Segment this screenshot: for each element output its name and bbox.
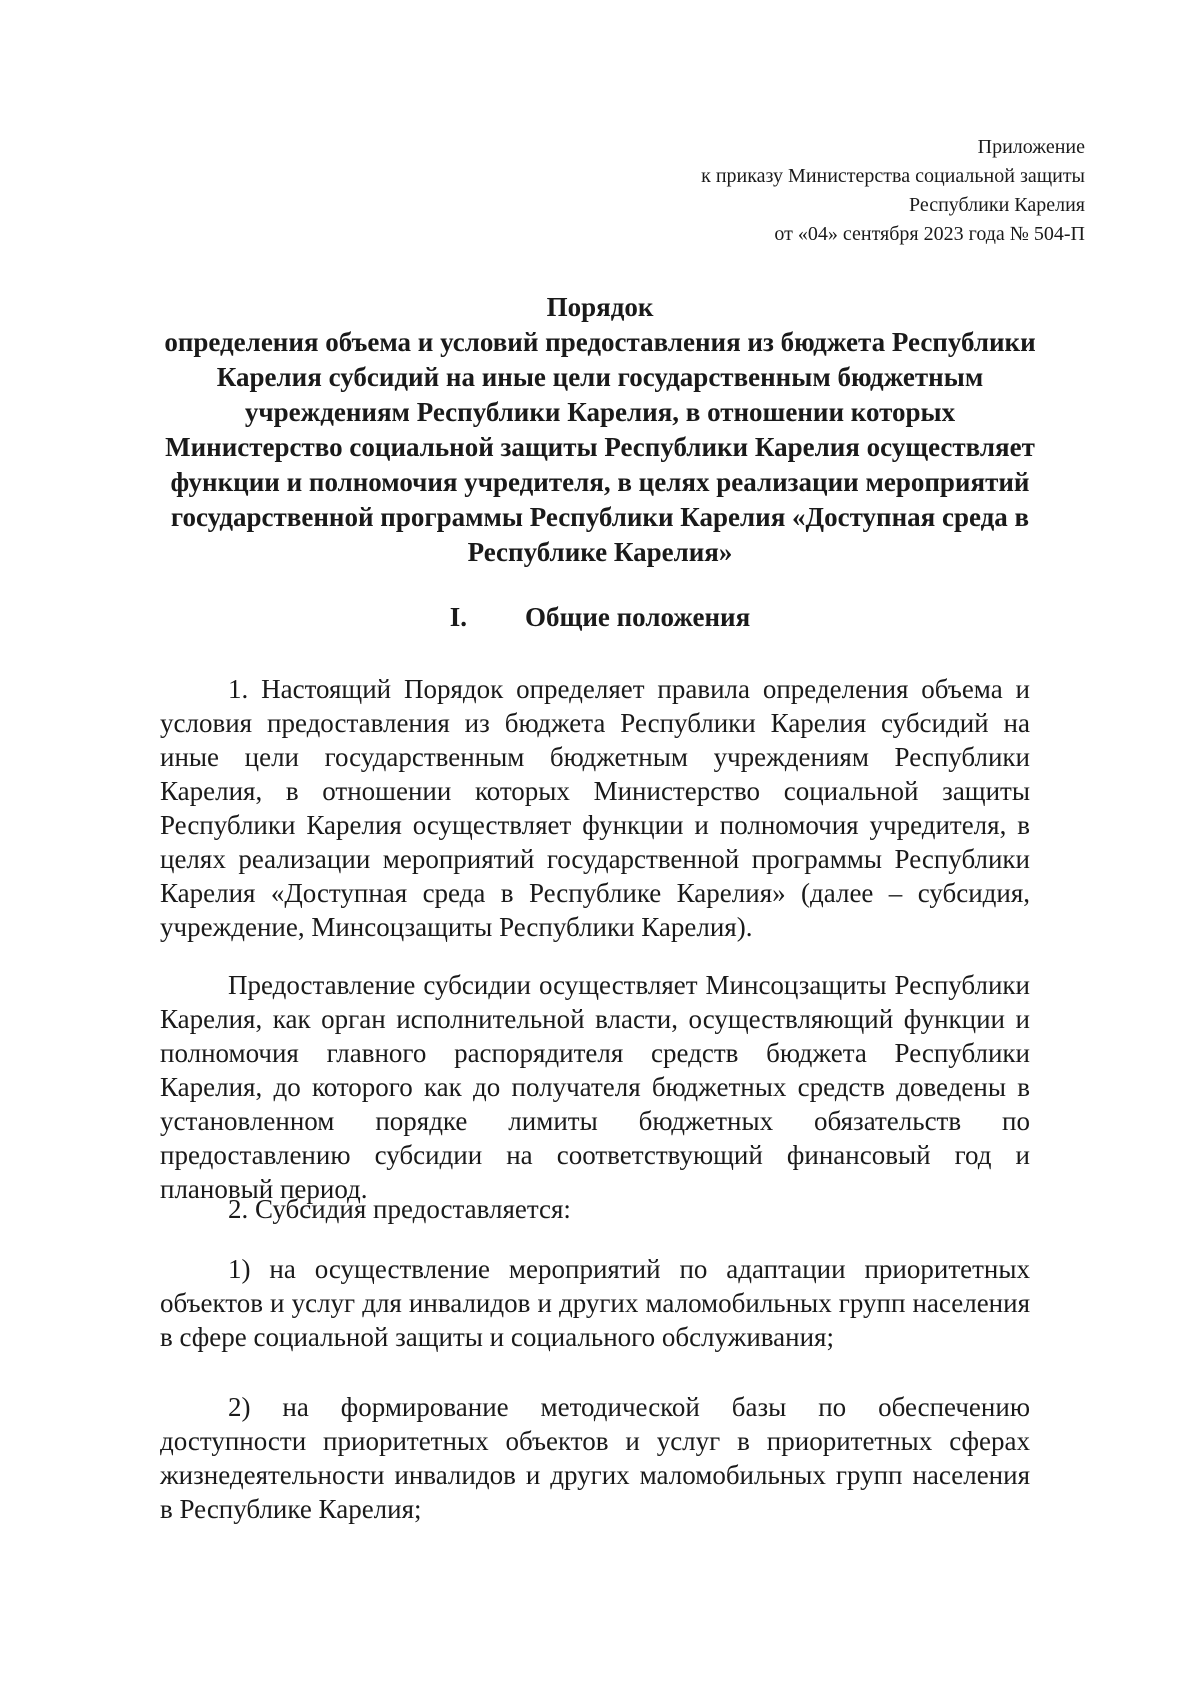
section-heading <box>160 600 1040 635</box>
paragraph-2: Предоставление субсидии осуществляет Минсоцзащиты Республики Карелия, как орган исполнительной власти, осуществляющий функции и полномочия главного распорядителя средств бюджета Республики Карелия, до которого как до получателя бюджетных средств доведены в установленном порядке лимиты бюджетных обязательств по предоставлению субсидии на соответствующий финансовый год и плановый период. <box>160 970 1030 1204</box>
section-number: I. <box>449 602 468 632</box>
section-title: Общие положения <box>525 602 751 632</box>
paragraph-5: 2) на формирование методической базы по обеспечению доступности приоритетных объектов и услуг в приоритетных сферах жизнедеятельности инвалидов и других маломобильных групп населения в Республике Карелия; <box>160 1392 1030 1524</box>
appendix-line-2: к приказу Министерства социальной защиты <box>701 165 1085 187</box>
paragraph-3: 2. Субсидия предоставляется: <box>228 1194 571 1224</box>
paragraph-1: 1. Настоящий Порядок определяет правила определения объема и условия предоставления из бюджета Республики Карелия субсидий на иные цели государственным бюджетным учреждениям Республики Карелия, в отношении которых Министерство социальной защиты Республики Карелия осуществляет функции и полномочия учредителя, в целях реализации мероприятий государственной программы Республики Карелия «Доступная среда в Республике Карелия» (далее – субсидия, учреждение, Минсоцзащиты Республики Карелия). <box>160 674 1030 942</box>
title-subtitle: определения объема и условий предоставления из бюджета Республики Карелия субсидий на иные цели государственным бюджетным учреждениям Республики Карелия, в отношении которых Министерство социальной защиты Республики Карелия осуществляет функции и полномочия учредителя, в целях реализации мероприятий государственной программы Республики Карелия «Доступная среда в Республике Карелия» <box>164 327 1036 567</box>
paragraph-4: 1) на осуществление мероприятий по адаптации приоритетных объектов и услуг для инвалидов и других маломобильных групп населения в сфере социальной защиты и социального обслуживания; <box>160 1254 1030 1352</box>
appendix-line-1: Приложение <box>977 136 1085 158</box>
appendix-line-4: от «04» сентября 2023 года № 504-П <box>774 223 1085 245</box>
title-heading: Порядок <box>546 292 654 322</box>
appendix-block <box>701 133 1085 249</box>
document-title <box>160 290 1040 570</box>
appendix-line-3: Республики Карелия <box>908 194 1085 216</box>
